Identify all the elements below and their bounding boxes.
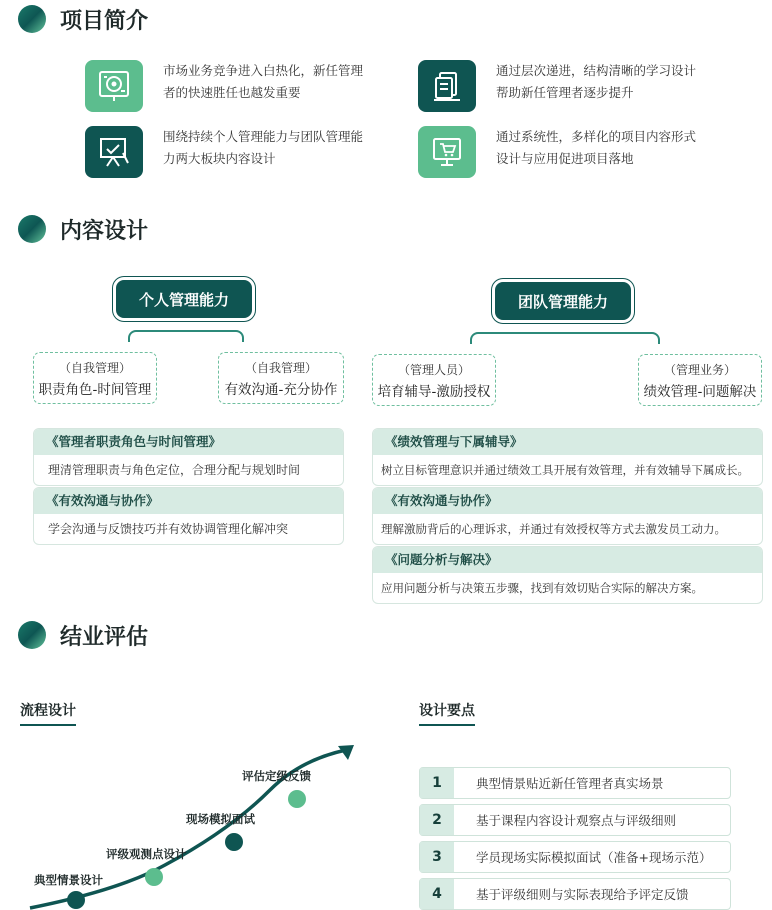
team-tag-1: （管理人员） 培育辅导-激励授权 <box>372 354 496 406</box>
personal-tag-1: （自我管理） 职责角色-时间管理 <box>33 352 157 404</box>
target-board-icon <box>85 60 143 112</box>
section-title: 内容设计 <box>60 218 149 244</box>
course-desc: 理解激励背后的心理诉求，并通过有效授权等方式去激发员工动力。 <box>381 522 726 536</box>
monitor-cart-icon <box>418 126 476 178</box>
key-points-heading: 设计要点 <box>419 700 475 720</box>
section-bullet-icon <box>18 5 46 33</box>
course-desc: 理清管理职责与角色定位，合理分配与规划时间 <box>48 463 301 477</box>
key-point-text: 基于评级细则与实际表现给予评定反馈 <box>476 887 689 902</box>
course-card <box>372 487 763 545</box>
flow-step-label: 评估定级反馈 <box>242 769 311 783</box>
team-tag-2: （管理业务） 绩效管理-问题解决 <box>638 354 762 406</box>
key-point-number: 2 <box>420 805 454 835</box>
key-point-number: 3 <box>420 842 454 872</box>
intro-text: 市场业务竞争进入白热化，新任管理者的快速胜任也越发重要 <box>163 63 364 100</box>
section-eval-header <box>18 620 148 650</box>
intro-item-3 <box>85 126 363 178</box>
flow-node-1 <box>67 891 85 909</box>
presentation-icon <box>85 126 143 178</box>
key-point-row <box>419 767 731 799</box>
course-card <box>33 487 344 545</box>
key-point-row <box>419 878 731 910</box>
key-point-text: 典型情景贴近新任管理者真实场景 <box>476 776 664 791</box>
connector-bracket <box>470 332 660 344</box>
course-title: 《问题分析与解决》 <box>373 547 762 573</box>
course-title: 《有效沟通与协作》 <box>34 488 343 514</box>
key-point-text: 学员现场实际模拟面试（准备+现场示范） <box>476 850 712 865</box>
section-content-header <box>18 214 148 244</box>
connector-bracket <box>128 330 244 342</box>
flow-node-4 <box>288 790 306 808</box>
course-card <box>372 546 763 604</box>
team-ability-pill: 团队管理能力 <box>495 282 631 320</box>
flow-step-label: 评级观测点设计 <box>106 847 187 861</box>
flow-node-2 <box>145 868 163 886</box>
course-desc: 学会沟通与反馈技巧并有效协调管理化解冲突 <box>48 522 289 536</box>
section-intro-header <box>18 4 148 34</box>
flow-step-label: 典型情景设计 <box>34 873 103 887</box>
course-desc: 树立目标管理意识并通过绩效工具开展有效管理，并有效辅导下属成长。 <box>381 463 749 477</box>
section-bullet-icon <box>18 621 46 649</box>
intro-item-1 <box>85 60 363 112</box>
intro-text: 通过层次递进，结构清晰的学习设计帮助新任管理者逐步提升 <box>496 63 697 100</box>
course-title: 《管理者职责角色与时间管理》 <box>34 429 343 455</box>
course-card <box>33 428 344 486</box>
section-bullet-icon <box>18 215 46 243</box>
key-point-number: 1 <box>420 768 454 798</box>
intro-item-4 <box>418 126 696 178</box>
section-title: 结业评估 <box>60 624 149 650</box>
course-desc: 应用问题分析与决策五步骤，找到有效切贴合实际的解决方案。 <box>381 581 703 595</box>
flow-step-label: 现场模拟面试 <box>186 812 255 826</box>
flow-design-heading: 流程设计 <box>20 700 76 720</box>
intro-item-2 <box>418 60 696 112</box>
key-point-text: 基于课程内容设计观察点与评级细则 <box>476 813 677 828</box>
intro-text: 围绕持续个人管理能力与团队管理能力两大板块内容设计 <box>163 129 364 166</box>
section-title: 项目简介 <box>60 8 149 34</box>
personal-ability-pill: 个人管理能力 <box>116 280 252 318</box>
key-point-number: 4 <box>420 879 454 909</box>
personal-tag-2: （自我管理） 有效沟通-充分协作 <box>218 352 344 404</box>
course-card <box>372 428 763 486</box>
document-stack-icon <box>418 60 476 112</box>
course-title: 《绩效管理与下属辅导》 <box>373 429 762 455</box>
course-title: 《有效沟通与协作》 <box>373 488 762 514</box>
key-point-row <box>419 804 731 836</box>
key-point-row <box>419 841 731 873</box>
flow-node-3 <box>225 833 243 851</box>
intro-text: 通过系统性，多样化的项目内容形式设计与应用促进项目落地 <box>496 129 697 166</box>
